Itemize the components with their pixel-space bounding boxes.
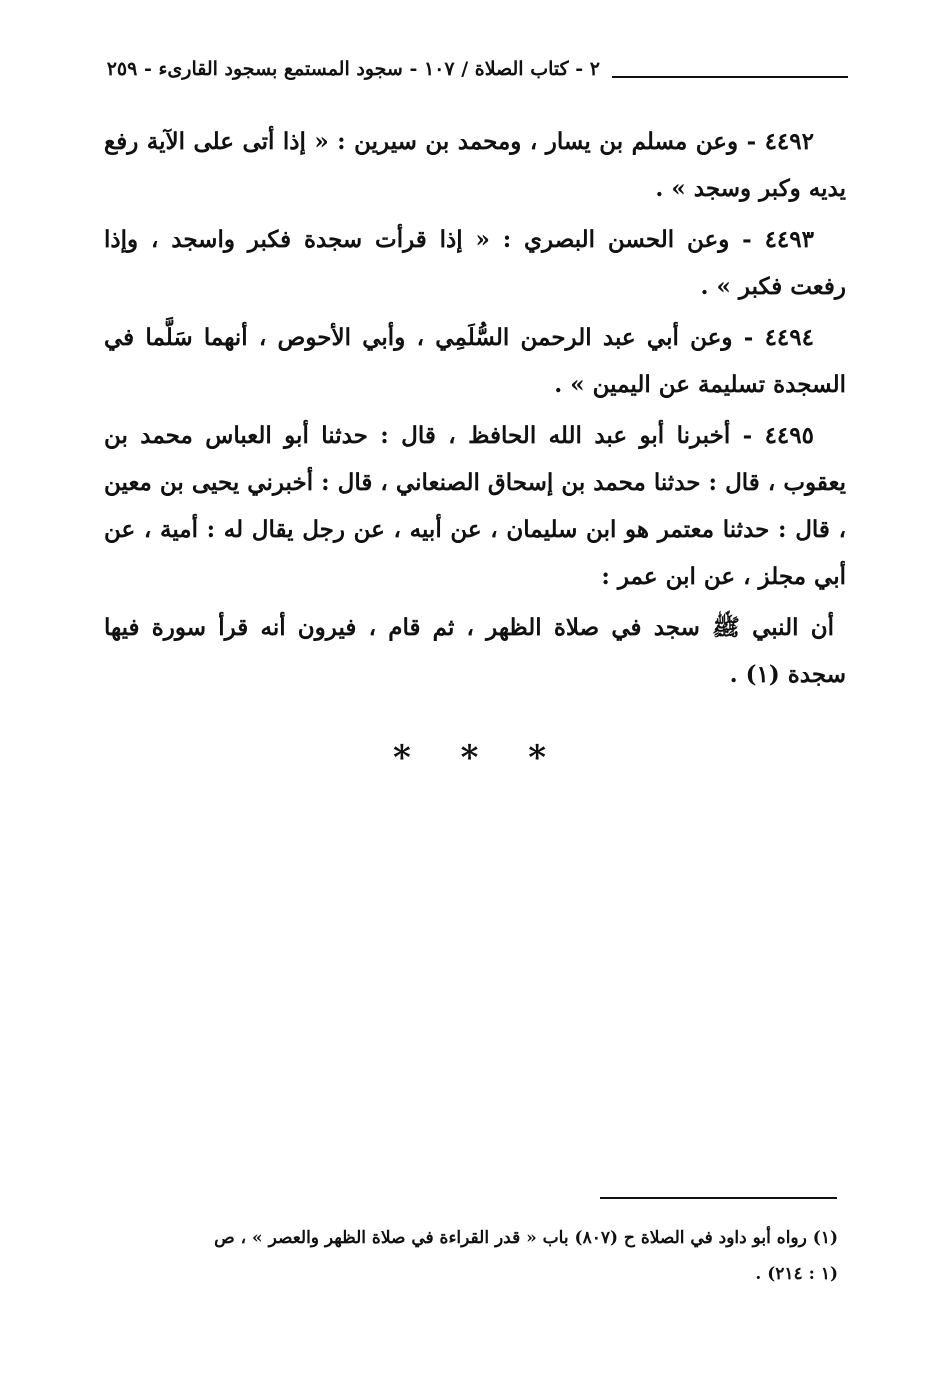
footnote-line-1: (١) رواه أبو داود في الصلاة ح (٨٠٧) باب « قدر القراءة في صلاة الظهر والعصر » ، ص (214, 1228, 838, 1248)
paragraph-4493: ٤٤٩٣ - وعن الحسن البصري : « إذا قرأت سجدة فكبر واسجد ، وإذا رفعت فكبر » . (104, 226, 846, 300)
footnote (100, 1220, 838, 1292)
section-separator: * * * (392, 738, 546, 778)
footnote-line-2: (١ : ٢١٤) . (755, 1264, 838, 1284)
paragraph-hadith-text: أن النبي ﷺ سجد في صلاة الظهر ، ثم قام ، فيرون أنه قرأ سورة فيها سجدة (١) . (104, 614, 846, 688)
page-header (108, 56, 848, 96)
running-title: ٢ - كتاب الصلاة / ١٠٧ - سجود المستمع بسجود القارىء - ٢٥٩ (106, 58, 600, 80)
footnote-rule (600, 1197, 837, 1199)
paragraph-4492: ٤٤٩٢ - وعن مسلم بن يسار ، ومحمد بن سيرين : « إذا أتى على الآية رفع يديه وكبر وسجد » . (104, 128, 846, 202)
paragraph-4494: ٤٤٩٤ - وعن أبي عبد الرحمن السُّلَمِي ، وأبي الأحوص ، أنهما سَلَّما في السجدة تسليمة عن اليمين » . (104, 324, 846, 398)
header-rule (612, 76, 848, 78)
main-text (104, 118, 846, 702)
paragraph-4495: ٤٤٩٥ - أخبرنا أبو عبد الله الحافظ ، قال : حدثنا أبو العباس محمد بن يعقوب ، قال : حدثنا محمد بن إسحاق الصنعاني ، قال : أخبرني يحيى بن معين ، قال : حدثنا معتمر هو ابن سليمان ، عن أبيه ، عن رجل يقال له : أمية ، عن أبي مجلز ، عن ابن عمر : (104, 422, 846, 590)
